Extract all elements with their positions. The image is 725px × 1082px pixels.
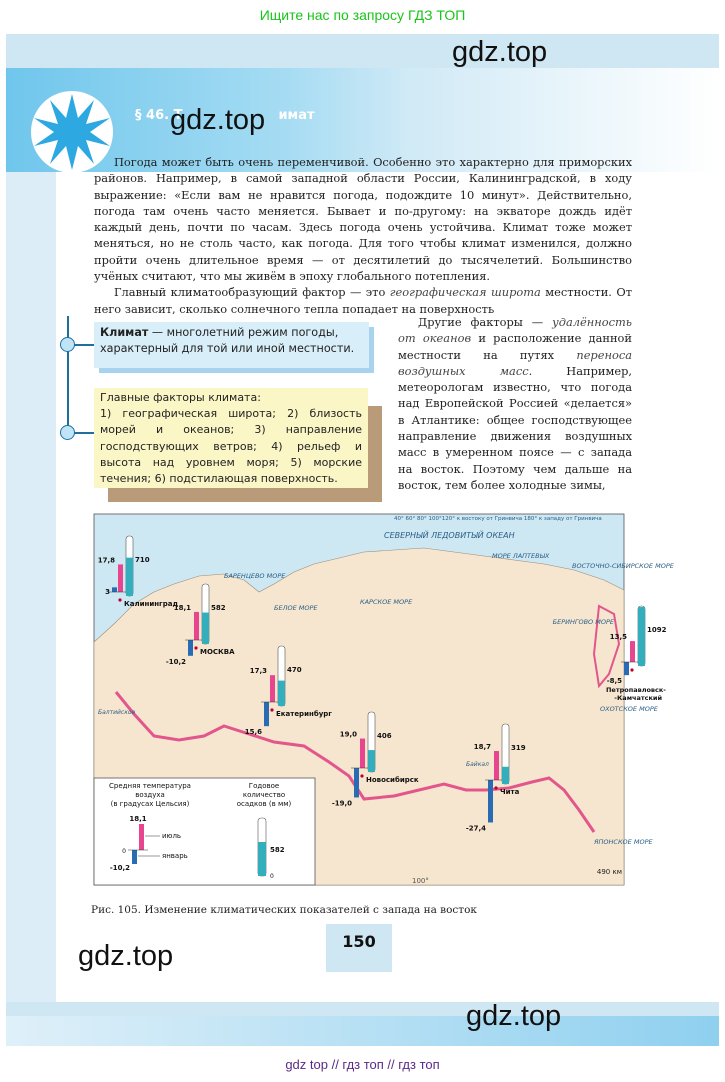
precip-label-5: 1092 (647, 626, 667, 634)
rc-c: и расположение данной местности на путях (398, 331, 632, 362)
january-bar-0 (112, 587, 117, 592)
city-name-4: Чита (500, 788, 520, 796)
legend-zero: 0 (122, 848, 126, 855)
july-bar-3 (360, 739, 365, 768)
precip-label-4: 319 (511, 744, 526, 752)
legend-precip-title-1: Годовое (248, 782, 280, 790)
legend-precip-zero: 0 (270, 873, 274, 880)
july-label-1: 18,1 (173, 603, 191, 612)
january-bar-4 (488, 780, 493, 822)
jan-label-1: -10,2 (165, 657, 186, 666)
sea-label-4: БЕРИНГОВО МОРЕ (552, 618, 614, 626)
marker-dot-2 (60, 425, 75, 440)
city-dot-0 (118, 598, 121, 601)
small-sea-0: Балтийское (98, 709, 136, 716)
sea-label-2: МОРЕ ЛАПТЕВЫХ (492, 552, 550, 560)
city-name-0: Калининград (124, 600, 179, 608)
para2-italic: географическая широта (389, 285, 541, 300)
city-dot-4 (494, 786, 497, 789)
legend-jan-bar (132, 850, 137, 864)
factors-box (94, 388, 368, 488)
city-dot-5 (630, 668, 633, 671)
jan-label-5: -8,5 (606, 677, 622, 686)
rc-b: удалённость от океанов (398, 315, 632, 346)
january-bar-1 (188, 640, 193, 656)
section-title-start: § 46. Т (135, 108, 183, 123)
rc-d: переноса воздушных масс (398, 347, 632, 378)
july-bar-1 (194, 612, 199, 640)
legend-precip-title-2: количество (242, 791, 286, 799)
factors-title: Главные факторы климата: (100, 391, 261, 404)
january-bar-3 (354, 768, 359, 797)
small-sea-2: Байкал (466, 761, 489, 768)
city-name-3: Новосибирск (366, 776, 419, 784)
precip-label-3: 406 (377, 732, 392, 740)
legend-july-value: 18,1 (129, 815, 147, 823)
longitude-label: 100° (412, 877, 429, 885)
sea-label-3: ВОСТОЧНО-СИБИРСКОЕ МОРЕ (572, 562, 674, 570)
legend-precip-title-3: осадков (в мм) (236, 800, 292, 808)
bottom-links[interactable]: gdz top // гдз топ // гдз топ (285, 1057, 440, 1072)
rc-e: . Например, метеорологам известно, что погода над Европейской Россией «делается» в Атлантике: общее господствующее направление движения воздушных масс в умеренном поясе — с запада на восток. Поэтому чем дальше на восток, тем более холодные зимы, (398, 363, 632, 492)
main-text (94, 154, 632, 317)
rc-a: Другие факторы — (418, 315, 553, 329)
top-banner-text[interactable]: Ищите нас по запросу ГДЗ ТОП (259, 7, 466, 23)
top-banner[interactable] (0, 0, 725, 30)
jan-label-2: 15,6 (244, 728, 262, 737)
july-label-2: 17,3 (249, 667, 267, 676)
para2-start: Главный климатообразующий фактор — это (114, 285, 390, 300)
city-name-5a: Петропавловск- (605, 686, 666, 694)
precip-fill-1 (202, 613, 209, 644)
sea-label-7: БЕЛОЕ МОРЕ (274, 604, 318, 612)
july-bar-4 (494, 751, 499, 780)
july-label-3: 19,0 (339, 730, 357, 739)
city-dot-3 (360, 774, 363, 777)
sea-label-5: ОХОТСКОЕ МОРЕ (600, 705, 658, 713)
jan-label-3: -19,0 (331, 799, 352, 808)
watermark-header: gdz.top (170, 104, 266, 136)
city-dot-2 (270, 708, 273, 711)
bottom-decoration (6, 1016, 719, 1046)
jan-label-4: -27,4 (465, 824, 486, 833)
jan-label-0: 3 (105, 588, 110, 596)
precip-label-2: 470 (287, 666, 302, 674)
sea-label-0: БАРЕНЦЕВО МОРЕ (224, 572, 286, 580)
july-label-5: 13,5 (609, 633, 627, 642)
figure-caption: Рис. 105. Изменение климатических показателей с запада на восток (91, 904, 477, 916)
july-bar-5 (630, 641, 635, 662)
watermark-top: gdz.top (452, 36, 548, 68)
right-column-text (398, 314, 632, 493)
city-dot-1 (194, 646, 197, 649)
definition-box (94, 322, 369, 368)
legend-temp-title-1: Средняя температура (109, 782, 191, 790)
longitude-scale: 40° 60° 80° 100°120° к востоку от Гринвича 180° к западу от Гринвича (394, 516, 602, 522)
city-name-2: Екатеринбург (276, 710, 332, 718)
margin-connector-line (67, 316, 69, 434)
watermark-bottom-left: gdz.top (78, 940, 174, 972)
paragraph-1: Погода может быть очень переменчивой. Особенно это характерно для приморских районов. Например, в самой западной области России, Калининградской, в ходу выражение: «Если вам не нравится погода, подождите 10 минут». Действительно, погода там очень часто меняется. Бывает и по-другому: на экваторе дождь идёт каждый день, почти по часам. Здесь погода очень устойчива. Климат тоже может меняться, но не столь часто, как погода. Для того чтобы климат изменился, должно пройти очень длительное время — от десятилетий до тысячелетий. Большинство учёных считают, что мы живём в эпоху глобального потепления. (94, 155, 632, 284)
legend-jan-value: -10,2 (109, 864, 130, 872)
definition-text: — многолетний режим погоды, характерный для той или иной местности. (100, 326, 355, 355)
precip-fill-3 (368, 750, 375, 772)
legend-jan-label: январь (162, 852, 188, 860)
factors-text: 1) географическая широта; 2) близость морей и океанов; 3) направление господствующих ветров; 4) рельеф и высота над уровнем моря; 5) морские течения; 6) подстилающая поверхность. (100, 407, 362, 486)
legend-july-bar (139, 824, 144, 850)
legend-precip-fill (258, 842, 266, 876)
precip-fill-5 (638, 607, 645, 666)
legend-temp-title-3: (в градусах Цельсия) (110, 800, 190, 808)
july-bar-0 (118, 564, 123, 592)
precip-label-1: 582 (211, 604, 226, 612)
precip-fill-4 (502, 767, 509, 784)
section-title-end: имат (278, 108, 315, 123)
page-number: 150 (342, 932, 376, 951)
legend-precip-value: 582 (270, 846, 285, 854)
january-bar-2 (264, 702, 269, 726)
watermark-bottom-right: gdz.top (466, 1000, 562, 1032)
legend-july-label: июль (162, 832, 182, 840)
city-name-5b: -Камчатский (614, 694, 662, 702)
paragraph-2 (94, 284, 632, 317)
precip-fill-2 (278, 681, 285, 706)
precip-fill-0 (126, 558, 133, 596)
sea-label-1: КАРСКОЕ МОРЕ (360, 598, 413, 606)
scale-label: 490 км (596, 868, 622, 876)
legend-temp-title-2: воздуха (135, 791, 165, 799)
para2-end-visible: местности. От него зависит, сколько солнечного тепла попадает на поверхность (94, 285, 632, 316)
july-label-4: 18,7 (473, 743, 491, 752)
climate-map (94, 514, 674, 885)
precip-label-0: 710 (135, 556, 150, 564)
city-name-1: МОСКВА (200, 648, 235, 656)
july-label-0: 17,8 (97, 556, 115, 565)
sea-label-6: ЯПОНСКОЕ МОРЕ (594, 838, 653, 846)
ocean-label: СЕВЕРНЫЙ ЛЕДОВИТЫЙ ОКЕАН (384, 531, 515, 540)
marker-dot-1 (60, 337, 75, 352)
january-bar-5 (624, 662, 629, 675)
july-bar-2 (270, 675, 275, 702)
left-margin-band (6, 68, 56, 1002)
definition-term: Климат (100, 326, 149, 339)
